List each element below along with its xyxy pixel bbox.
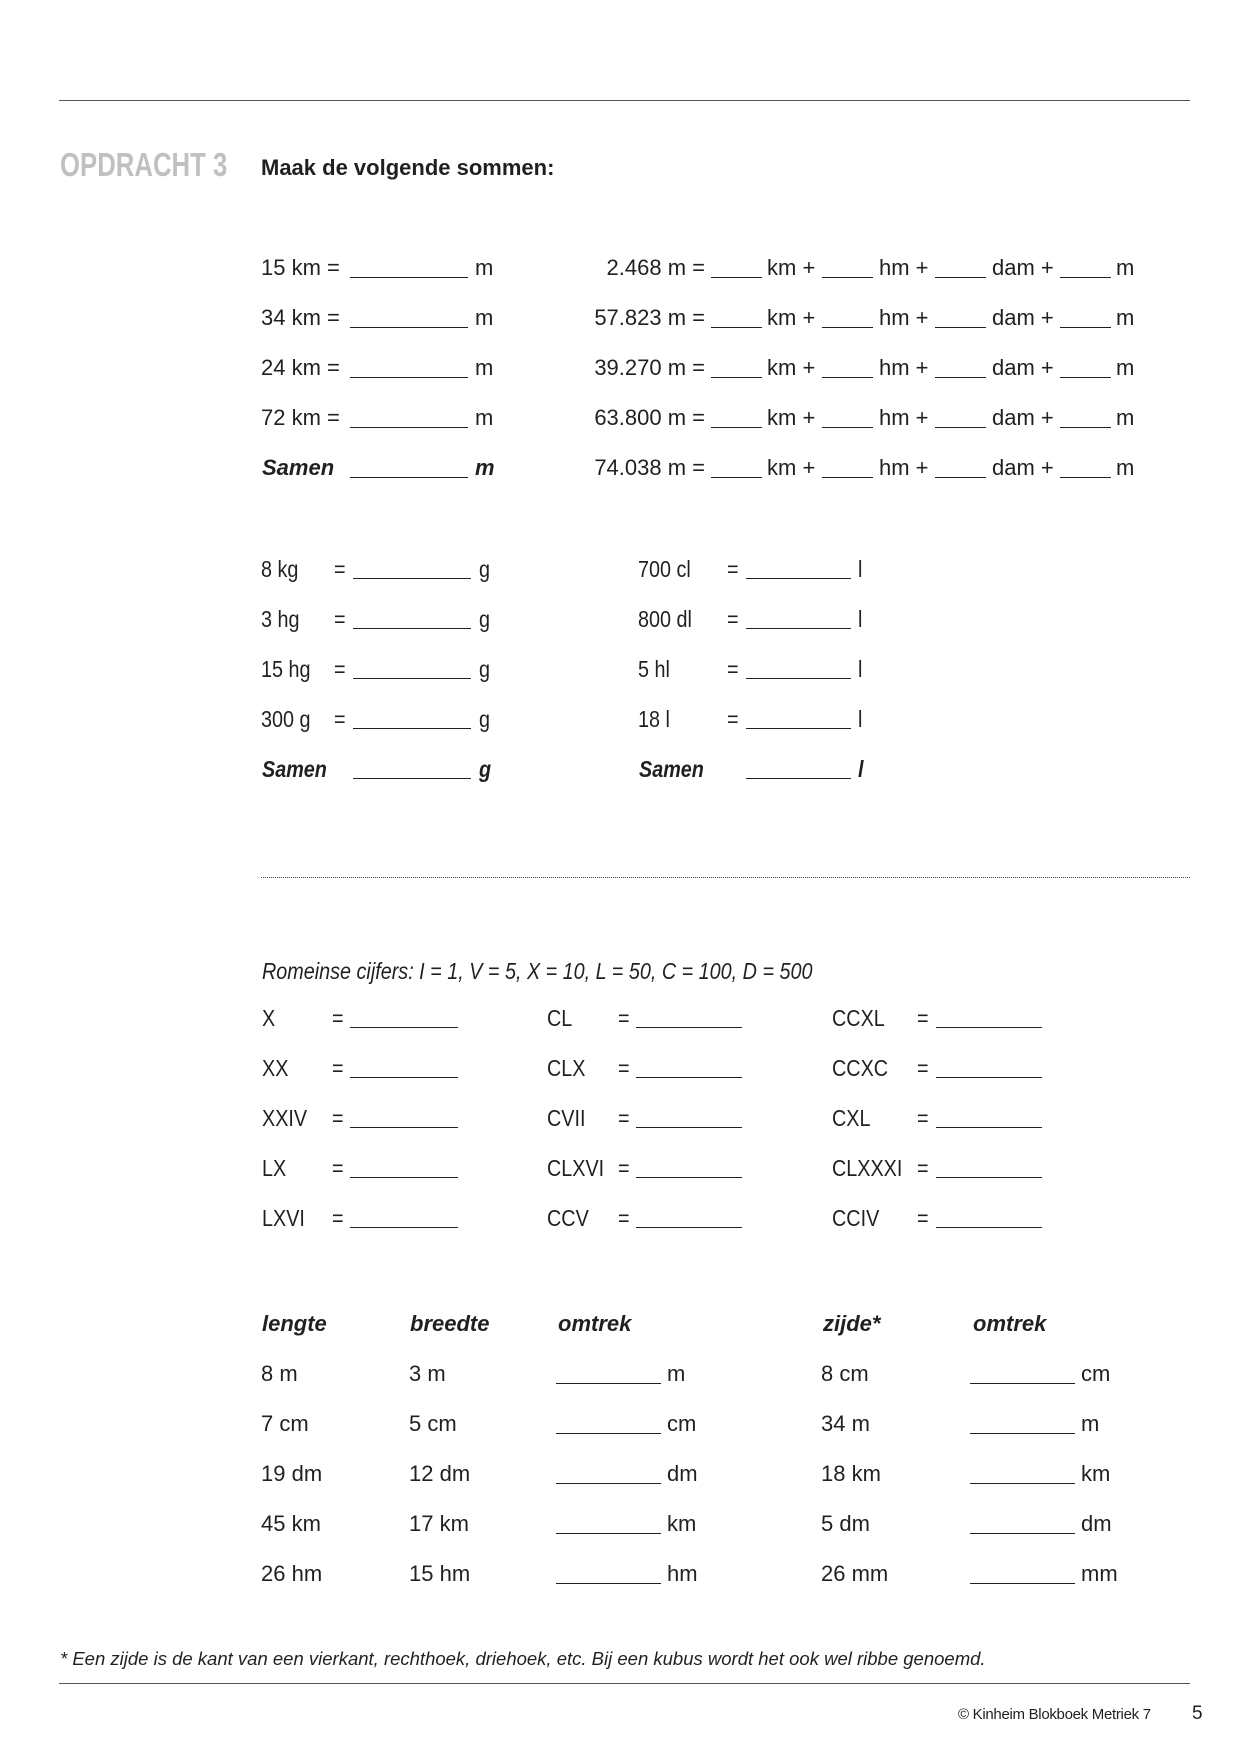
roman-numeral: CLXVI [547,1155,605,1181]
total-label: Samen [262,756,327,782]
answer-blank-dam[interactable] [935,277,986,278]
copyright: © Kinheim Blokboek Metriek 7 [958,1706,1151,1723]
answer-blank[interactable] [556,1433,661,1434]
equals-sign: = [332,1055,344,1081]
unit-label-dam: dam + [992,305,1054,330]
exercise-label: 5 hl [638,656,670,682]
unit-label: dm [667,1461,698,1486]
answer-blank-km[interactable] [711,377,762,378]
roman-numeral: LXVI [262,1205,305,1231]
unit-label-km: km + [767,305,816,330]
length-value: 8 m [261,1361,298,1386]
answer-blank[interactable] [353,628,471,629]
answer-blank[interactable] [350,327,468,328]
answer-blank-km[interactable] [711,477,762,478]
exercise-label: 72 km = [261,405,340,430]
unit-label: l [858,706,863,732]
answer-blank[interactable] [636,1227,742,1228]
side-value: 26 mm [821,1561,889,1586]
unit-label-m: m [1116,255,1135,280]
length-value: 7 cm [261,1411,309,1436]
answer-blank-m[interactable] [1060,277,1111,278]
exercise-label: 18 l [638,706,670,732]
equals-sign: = [727,556,739,582]
exercise-label: 3 hg [261,606,300,632]
exercise-label: 8 kg [261,556,299,582]
equals-sign: = [334,656,346,682]
answer-blank[interactable] [936,1177,1042,1178]
equals-sign: = [618,1055,630,1081]
header-side: zijde* [823,1311,881,1336]
answer-blank[interactable] [970,1483,1075,1484]
exercise-label: 34 km = [261,305,340,330]
unit-label: g [479,606,491,632]
unit-label-m: m [1116,305,1135,330]
exercise-label: 2.468 m = [606,255,705,280]
roman-numeral: XXIV [262,1105,308,1131]
answer-blank[interactable] [746,578,851,579]
answer-blank[interactable] [556,1583,661,1584]
answer-blank[interactable] [636,1077,742,1078]
section-divider [261,877,1190,878]
unit-label: g [479,556,491,582]
unit-label-m: m [1116,355,1135,380]
answer-blank-dam[interactable] [935,427,986,428]
bottom-rule [59,1683,1190,1684]
answer-blank-dam[interactable] [935,477,986,478]
equals-sign: = [618,1005,630,1031]
side-value: 8 cm [821,1361,869,1386]
unit-label: mm [1081,1561,1118,1586]
equals-sign: = [332,1005,344,1031]
unit-label: l [858,656,863,682]
answer-blank[interactable] [556,1383,661,1384]
width-value: 5 cm [409,1411,457,1436]
equals-sign: = [618,1105,630,1131]
unit-label-km: km + [767,255,816,280]
answer-blank[interactable] [350,427,468,428]
unit-label-m: m [1116,405,1135,430]
equals-sign: = [332,1155,344,1181]
answer-blank[interactable] [636,1027,742,1028]
answer-blank-dam[interactable] [935,327,986,328]
width-value: 17 km [409,1511,469,1536]
answer-blank[interactable] [936,1227,1042,1228]
answer-blank-hm[interactable] [822,277,873,278]
unit-label: m [475,455,495,480]
exercise-label: 15 km = [261,255,340,280]
equals-sign: = [332,1205,344,1231]
unit-label-dam: dam + [992,355,1054,380]
footnote: * Een zijde is de kant van een vierkant, rechthoek, driehoek, etc. Bij een kubus wordt het ook wel ribbe genoemd. [60,1648,986,1669]
roman-numeral: CCIV [832,1205,880,1231]
answer-blank[interactable] [556,1533,661,1534]
answer-blank[interactable] [936,1127,1042,1128]
equals-sign: = [917,1055,929,1081]
equals-sign: = [917,1155,929,1181]
length-value: 45 km [261,1511,321,1536]
answer-blank[interactable] [350,277,468,278]
unit-label-hm: hm + [879,305,929,330]
unit-label-km: km + [767,355,816,380]
unit-label: km [667,1511,697,1536]
unit-label: cm [667,1411,697,1436]
equals-sign: = [727,656,739,682]
answer-blank[interactable] [636,1127,742,1128]
answer-blank[interactable] [746,728,851,729]
roman-numeral: XX [262,1055,289,1081]
answer-blank[interactable] [350,1177,458,1178]
exercise-label: 39.270 m = [594,355,705,380]
unit-label: g [479,706,491,732]
assignment-label: OPDRACHT 3 [60,146,228,183]
unit-label-hm: hm + [879,355,929,380]
unit-label-hm: hm + [879,455,929,480]
exercise-label: 57.823 m = [594,305,705,330]
answer-blank-hm[interactable] [822,477,873,478]
unit-label: dm [1081,1511,1112,1536]
unit-label-km: km + [767,405,816,430]
unit-label: l [858,756,864,782]
answer-blank[interactable] [746,628,851,629]
unit-label: m [1081,1411,1100,1436]
length-value: 26 hm [261,1561,323,1586]
roman-numeral: CXL [832,1105,871,1131]
equals-sign: = [334,706,346,732]
exercise-label: 800 dl [638,606,692,632]
exercise-label: 700 cl [638,556,691,582]
answer-blank[interactable] [936,1027,1042,1028]
equals-sign: = [618,1155,630,1181]
roman-numeral: LX [262,1155,287,1181]
total-label: Samen [262,455,335,480]
equals-sign: = [727,606,739,632]
answer-blank[interactable] [353,728,471,729]
roman-numeral: CVII [547,1105,586,1131]
exercise-label: 15 hg [261,656,311,682]
unit-label: l [858,606,863,632]
answer-blank[interactable] [556,1483,661,1484]
roman-legend: Romeinse cijfers: I = 1, V = 5, X = 10, L = 50, C = 100, D = 500 [262,958,813,984]
answer-blank[interactable] [746,678,851,679]
unit-label-hm: hm + [879,405,929,430]
unit-label: g [479,656,491,682]
unit-label: hm [667,1561,698,1586]
header-width: breedte [410,1311,490,1336]
answer-blank-m[interactable] [1060,427,1111,428]
answer-blank-km[interactable] [711,277,762,278]
length-value: 19 dm [261,1461,323,1486]
roman-numeral: CCXL [832,1005,885,1031]
answer-blank[interactable] [350,377,468,378]
side-value: 18 km [821,1461,881,1486]
answer-blank[interactable] [970,1383,1075,1384]
equals-sign: = [917,1005,929,1031]
answer-blank[interactable] [746,778,851,779]
roman-numeral: CLX [547,1055,586,1081]
unit-label: m [475,255,494,280]
unit-label: l [858,556,863,582]
exercise-label: 300 g [261,706,311,732]
width-value: 3 m [409,1361,446,1386]
answer-blank-km[interactable] [711,427,762,428]
roman-numeral: CLXXXI [832,1155,903,1181]
answer-blank[interactable] [636,1177,742,1178]
answer-blank[interactable] [350,1027,458,1028]
header-length: lengte [262,1311,327,1336]
answer-blank[interactable] [350,477,468,478]
equals-sign: = [334,606,346,632]
answer-blank-hm[interactable] [822,427,873,428]
unit-label: m [475,355,494,380]
unit-label: m [475,305,494,330]
page-number: 5 [1192,1703,1203,1724]
equals-sign: = [332,1105,344,1131]
exercise-label: 24 km = [261,355,340,380]
unit-label-hm: hm + [879,255,929,280]
answer-blank[interactable] [350,1077,458,1078]
answer-blank[interactable] [353,578,471,579]
unit-label: m [667,1361,686,1386]
roman-numeral: CCXC [832,1055,889,1081]
width-value: 12 dm [409,1461,471,1486]
unit-label-dam: dam + [992,455,1054,480]
answer-blank[interactable] [350,1127,458,1128]
answer-blank[interactable] [970,1433,1075,1434]
equals-sign: = [618,1205,630,1231]
answer-blank-m[interactable] [1060,327,1111,328]
equals-sign: = [917,1205,929,1231]
roman-numeral: X [262,1005,276,1031]
answer-blank[interactable] [353,778,471,779]
answer-blank-hm[interactable] [822,377,873,378]
answer-blank[interactable] [353,678,471,679]
exercise-label: 63.800 m = [594,405,705,430]
width-value: 15 hm [409,1561,471,1586]
side-value: 5 dm [821,1511,870,1536]
header-perimeter: omtrek [558,1311,632,1336]
equals-sign: = [917,1105,929,1131]
instruction-heading: Maak de volgende sommen: [261,155,555,180]
unit-label-dam: dam + [992,255,1054,280]
top-rule [59,100,1190,101]
answer-blank[interactable] [970,1533,1075,1534]
answer-blank-m[interactable] [1060,377,1111,378]
roman-numeral: CCV [547,1205,589,1231]
answer-blank[interactable] [936,1077,1042,1078]
unit-label: g [479,756,492,782]
unit-label-m: m [1116,455,1135,480]
unit-label-dam: dam + [992,405,1054,430]
answer-blank-m[interactable] [1060,477,1111,478]
answer-blank[interactable] [350,1227,458,1228]
header-perimeter-square: omtrek [973,1311,1047,1336]
equals-sign: = [334,556,346,582]
answer-blank-hm[interactable] [822,327,873,328]
side-value: 34 m [821,1411,870,1436]
unit-label-km: km + [767,455,816,480]
roman-numeral: CL [547,1005,573,1031]
answer-blank-dam[interactable] [935,377,986,378]
unit-label: m [475,405,494,430]
exercise-label: 74.038 m = [594,455,705,480]
equals-sign: = [727,706,739,732]
unit-label: km [1081,1461,1111,1486]
answer-blank-km[interactable] [711,327,762,328]
total-label: Samen [639,756,704,782]
unit-label: cm [1081,1361,1111,1386]
answer-blank[interactable] [970,1583,1075,1584]
